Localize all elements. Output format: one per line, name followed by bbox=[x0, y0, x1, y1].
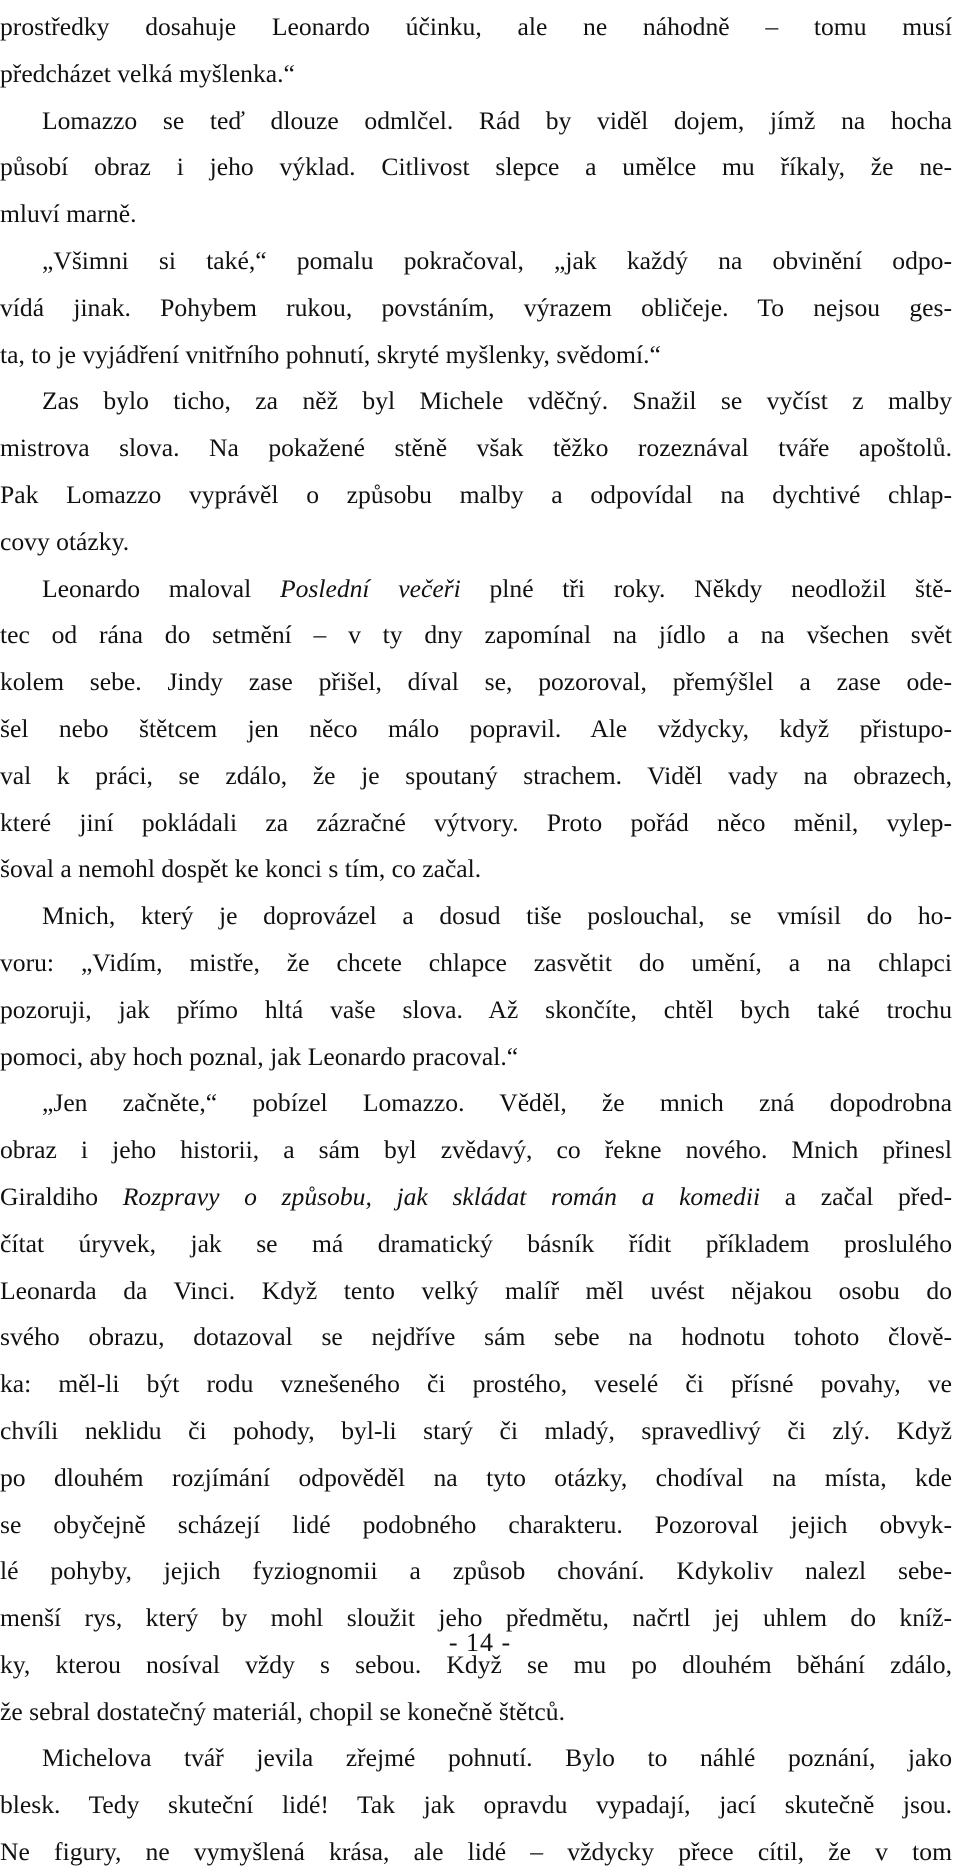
text-line bbox=[0, 1408, 952, 1455]
text-line bbox=[0, 659, 952, 706]
text-line bbox=[0, 1548, 952, 1595]
text-line bbox=[0, 51, 952, 98]
text-segment: se obyčejně scházejí lidé podobného charakteru. Pozoroval jejich obvyk- bbox=[0, 1509, 952, 1539]
text-segment: po dlouhém rozjímání odpověděl na tyto otázky, chodíval na místa, kde bbox=[0, 1462, 952, 1492]
text-segment: Mnich, který je doprovázel a dosud tiše poslouchal, se vmísil do ho- bbox=[42, 901, 952, 931]
text-segment: ky, kterou nosíval vždy s sebou. Když se mu po dlouhém běhání zdálo, bbox=[0, 1649, 952, 1679]
text-line bbox=[0, 191, 952, 238]
text-segment: lé pohyby, jejich fyziognomii a způsob chování. Kdykoliv nalezl sebe- bbox=[0, 1556, 952, 1586]
text-line bbox=[0, 753, 952, 800]
text-line bbox=[0, 612, 952, 659]
text-line bbox=[0, 425, 952, 472]
text-line bbox=[0, 332, 952, 379]
text-segment: pozoruji, jak přímo hltá vaše slova. Až skončíte, chtěl bych také trochu bbox=[0, 994, 952, 1024]
text-line bbox=[0, 1080, 952, 1127]
text-segment: čítat úryvek, jak se má dramatický básník řídit příkladem proslulého bbox=[0, 1228, 952, 1258]
text-segment: tec od rána do setmění – v ty dny zapomínal na jídlo a na všechen svět bbox=[0, 620, 952, 650]
text-segment: šoval a nemohl dospět ke konci s tím, co začal. bbox=[0, 854, 482, 884]
text-segment: Leonardo maloval bbox=[42, 573, 280, 603]
text-segment: ta, to je vyjádření vnitřního pohnutí, skryté myšlenky, svědomí.“ bbox=[0, 339, 661, 369]
text-segment: Ne figury, ne vymyšlená krása, ale lidé – vždycky přece cítil, že v tom bbox=[0, 1837, 952, 1867]
italic-title: Rozpravy o způsobu, jak skládat román a komedii bbox=[122, 1181, 761, 1211]
text-segment: menší rys, který by mohl sloužit jeho předmětu, načrtl jej uhlem do kníž- bbox=[0, 1603, 952, 1633]
text-segment: kolem sebe. Jindy zase přišel, díval se, pozoroval, přemýšlel a zase ode- bbox=[0, 667, 952, 697]
text-segment: Pak Lomazzo vyprávěl o způsobu malby a odpovídal na dychtivé chlap- bbox=[0, 479, 952, 509]
text-line bbox=[0, 893, 952, 940]
text-line bbox=[0, 1689, 952, 1736]
text-segment: předcházet velká myšlenka.“ bbox=[0, 58, 295, 88]
text-segment: působí obraz i jeho výklad. Citlivost slepce a umělce mu říkaly, že ne- bbox=[0, 152, 952, 182]
text-line bbox=[0, 706, 952, 753]
text-segment: ka: měl-li být rodu vznešeného či prostého, veselé či přísné povahy, ve bbox=[0, 1369, 952, 1399]
text-line bbox=[0, 472, 952, 519]
text-line bbox=[0, 1782, 952, 1829]
text-segment: „Jen začněte,“ pobízel Lomazzo. Věděl, že mnich zná dopodrobna bbox=[42, 1088, 952, 1118]
text-line bbox=[0, 1735, 952, 1782]
text-line bbox=[0, 1127, 952, 1174]
text-segment: že sebral dostatečný materiál, chopil se konečně štětců. bbox=[0, 1696, 565, 1726]
text-line bbox=[0, 238, 952, 285]
text-segment: mluví marně. bbox=[0, 199, 137, 229]
text-line bbox=[0, 1455, 952, 1502]
text-segment: voru: „Vidím, mistře, že chcete chlapce zasvětit do umění, a na chlapci bbox=[0, 947, 952, 977]
text-segment: Michelova tvář jevila zřejmé pohnutí. Bylo to náhlé poznání, jako bbox=[42, 1743, 952, 1773]
text-segment: mistrova slova. Na pokažené stěně však těžko rozeznával tváře apoštolů. bbox=[0, 433, 952, 463]
text-line bbox=[0, 987, 952, 1034]
text-segment: blesk. Tedy skuteční lidé! Tak jak opravdu vypadají, jací skutečně jsou. bbox=[0, 1790, 952, 1820]
text-segment: a začal před- bbox=[760, 1181, 952, 1211]
text-line bbox=[0, 1314, 952, 1361]
text-segment: val k práci, se zdálo, že je spoutaný strachem. Viděl vady na obrazech, bbox=[0, 760, 952, 790]
text-segment: Zas bylo ticho, za něž byl Michele vděčný. Snažil se vyčíst z malby bbox=[42, 386, 952, 416]
text-line bbox=[0, 1034, 952, 1081]
text-line bbox=[0, 1361, 952, 1408]
text-segment: Giraldiho bbox=[0, 1181, 123, 1211]
text-segment: Leonarda da Vinci. Když tento velký malíř měl uvést nějakou osobu do bbox=[0, 1275, 952, 1305]
body-text bbox=[0, 4, 952, 1876]
text-segment: „Všimni si také,“ pomalu pokračoval, „jak každý na obvinění odpo- bbox=[42, 245, 952, 275]
text-line bbox=[0, 1502, 952, 1549]
text-line bbox=[0, 98, 952, 145]
text-segment: pomoci, aby hoch poznal, jak Leonardo pracoval.“ bbox=[0, 1041, 519, 1071]
text-line bbox=[0, 519, 952, 566]
text-line bbox=[0, 800, 952, 847]
text-segment: covy otázky. bbox=[0, 526, 130, 556]
text-line bbox=[0, 940, 952, 987]
text-segment: plné tři roky. Někdy neodložil ště- bbox=[460, 573, 952, 603]
text-segment: obraz i jeho historii, a sám byl zvědavý, co řekne nového. Mnich přinesl bbox=[0, 1135, 952, 1165]
text-line bbox=[0, 144, 952, 191]
text-line bbox=[0, 1829, 952, 1876]
text-segment: které jiní pokládali za zázračné výtvory. Proto pořád něco měnil, vylep- bbox=[0, 807, 952, 837]
text-line bbox=[0, 285, 952, 332]
text-segment: šel nebo štětcem jen něco málo popravil. Ale vždycky, když přistupo- bbox=[0, 713, 952, 743]
text-line bbox=[0, 378, 952, 425]
text-line bbox=[0, 4, 952, 51]
text-segment: chvíli neklidu či pohody, byl-li starý či mladý, spravedlivý či zlý. Když bbox=[0, 1415, 952, 1445]
text-line bbox=[0, 1221, 952, 1268]
text-segment: prostředky dosahuje Leonardo účinku, ale ne náhodně – tomu musí bbox=[0, 12, 952, 41]
text-line bbox=[0, 1174, 952, 1221]
text-segment: svého obrazu, dotazoval se nejdříve sám sebe na hodnotu tohoto člově- bbox=[0, 1322, 952, 1352]
text-line bbox=[0, 1268, 952, 1315]
text-line bbox=[0, 846, 952, 893]
text-line bbox=[0, 566, 952, 613]
page-number: - 14 - bbox=[448, 1628, 512, 1657]
text-segment: vídá jinak. Pohybem rukou, povstáním, výrazem obličeje. To nejsou ges- bbox=[0, 292, 952, 322]
text-segment: Lomazzo se teď dlouze odmlčel. Rád by viděl dojem, jímž na hocha bbox=[42, 105, 952, 135]
italic-title: Poslední večeři bbox=[279, 573, 461, 603]
